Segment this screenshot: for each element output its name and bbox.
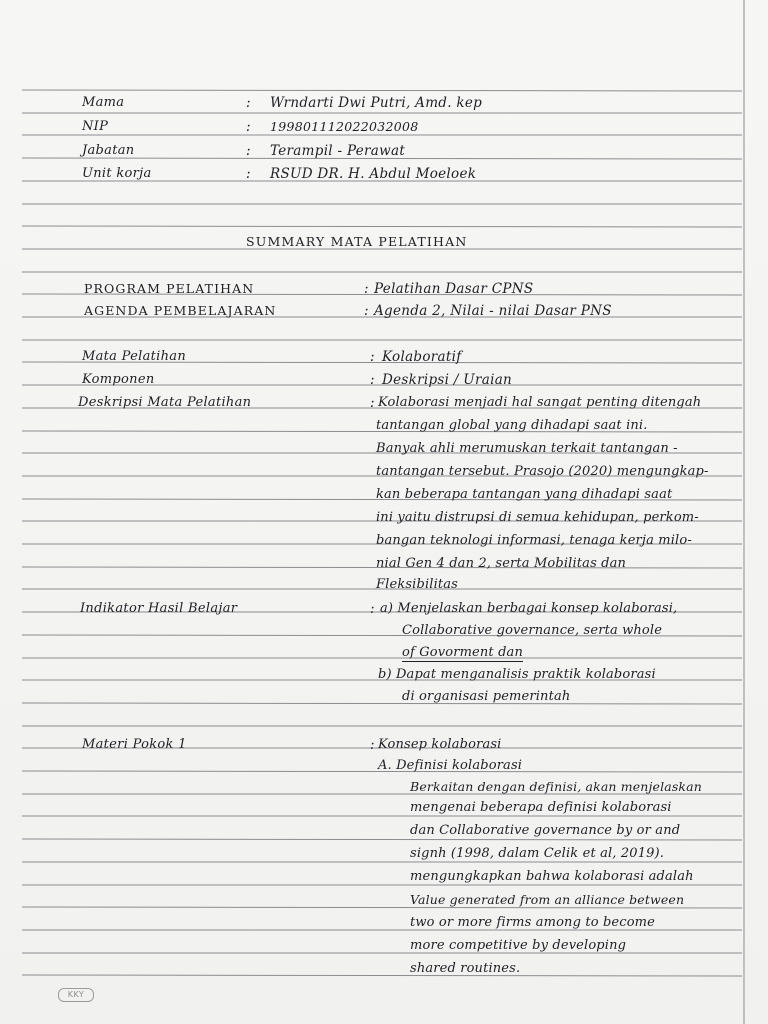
ruled-line bbox=[22, 703, 742, 704]
nama-separator: : bbox=[246, 95, 251, 111]
deskripsi-line-7: bangan teknologi informasi, tenaga kerja milo- bbox=[376, 533, 692, 548]
program-value: Pelatihan Dasar CPNS bbox=[374, 281, 534, 297]
unit-kerja-label: Unit korja bbox=[82, 166, 152, 181]
indikator-line-4: b) Dapat menganalisis praktik kolaborasi bbox=[378, 667, 656, 682]
materi-line-4: mengenai beberapa definisi kolaborasi bbox=[410, 800, 672, 815]
program-label: PROGRAM PELATIHAN bbox=[84, 281, 255, 296]
deskripsi-line-9: Fleksibilitas bbox=[376, 577, 458, 592]
ruled-line bbox=[22, 226, 742, 227]
deskripsi-line-2: tantangan global yang dihadapi saat ini. bbox=[376, 418, 648, 433]
indikator-line-5: di organisasi pemerintah bbox=[402, 689, 571, 704]
materi-line-10: more competitive by developing bbox=[410, 938, 627, 953]
nip-label: NIP bbox=[82, 119, 109, 134]
komponen-label: Komponen bbox=[82, 372, 155, 387]
nip-separator: : bbox=[246, 119, 251, 135]
komponen-value: Deskripsi / Uraian bbox=[382, 372, 513, 388]
jabatan-value: Terampil - Perawat bbox=[270, 143, 406, 159]
materi-line-6: signh (1998, dalam Celik et al, 2019). bbox=[410, 846, 665, 861]
jabatan-separator: : bbox=[246, 143, 251, 159]
materi-line-11: shared routines. bbox=[410, 961, 521, 976]
unit-kerja-value: RSUD DR. H. Abdul Moeloek bbox=[270, 166, 477, 182]
nama-value: Wrndarti Dwi Putri, Amd. kep bbox=[270, 95, 483, 111]
jabatan-label: Jabatan bbox=[82, 143, 135, 158]
deskripsi-line-3: Banyak ahli merumuskan terkait tantangan - bbox=[376, 441, 678, 456]
mata-pelatihan-value: Kolaboratif bbox=[382, 349, 462, 365]
deskripsi-label: Deskripsi Mata Pelatihan bbox=[78, 395, 252, 410]
ruled-line bbox=[22, 975, 742, 976]
materi-line-3: Berkaitan dengan definisi, akan menjelaskan bbox=[410, 779, 702, 794]
indikator-separator: : bbox=[370, 601, 375, 617]
materi-pokok-separator: : bbox=[370, 737, 375, 753]
indikator-line-1: a) Menjelaskan berbagai konsep kolaborasi, bbox=[380, 601, 678, 616]
agenda-separator: : bbox=[364, 303, 369, 319]
page-title: SUMMARY MATA PELATIHAN bbox=[246, 234, 468, 249]
mata-pelatihan-separator: : bbox=[370, 349, 375, 365]
footer-badge: KKY bbox=[58, 988, 94, 1002]
komponen-separator: : bbox=[370, 372, 375, 388]
indikator-line-2: Collaborative governance, serta whole bbox=[402, 623, 663, 638]
deskripsi-separator: : bbox=[370, 395, 375, 411]
nip-value: 199801112022032008 bbox=[270, 119, 419, 134]
deskripsi-line-5: kan beberapa tantangan yang dihadapi saat bbox=[376, 487, 673, 502]
nama-label: Mama bbox=[82, 95, 125, 110]
materi-line-1: Konsep kolaborasi bbox=[378, 737, 502, 752]
deskripsi-line-4: tantangan tersebut. Prasojo (2020) mengungkap- bbox=[376, 464, 709, 479]
ruled-line bbox=[22, 839, 742, 840]
mata-pelatihan-label: Mata Pelatihan bbox=[82, 349, 187, 364]
materi-line-8: Value generated from an alliance between bbox=[410, 892, 685, 907]
unit-kerja-separator: : bbox=[246, 166, 251, 182]
agenda-label: AGENDA PEMBELAJARAN bbox=[84, 303, 277, 318]
ruled-line bbox=[22, 90, 742, 91]
program-separator: : bbox=[364, 281, 369, 297]
materi-line-2: A. Definisi kolaborasi bbox=[378, 758, 523, 773]
materi-line-9: two or more firms among to become bbox=[410, 915, 655, 930]
deskripsi-line-1: Kolaborasi menjadi hal sangat penting ditengah bbox=[378, 395, 702, 410]
materi-line-5: dan Collaborative governance by or and bbox=[410, 823, 681, 838]
deskripsi-line-6: ini yaitu distrupsi di semua kehidupan, perkom- bbox=[376, 510, 699, 525]
materi-pokok-label: Materi Pokok 1 bbox=[82, 737, 187, 752]
indikator-line-3: of Govorment dan bbox=[402, 645, 523, 660]
indikator-label: Indikator Hasil Belajar bbox=[80, 601, 238, 616]
materi-line-7: mengungkapkan bahwa kolaborasi adalah bbox=[410, 869, 694, 884]
deskripsi-line-8: nial Gen 4 dan 2, serta Mobilitas dan bbox=[376, 556, 627, 571]
agenda-value: Agenda 2, Nilai - nilai Dasar PNS bbox=[374, 303, 612, 319]
